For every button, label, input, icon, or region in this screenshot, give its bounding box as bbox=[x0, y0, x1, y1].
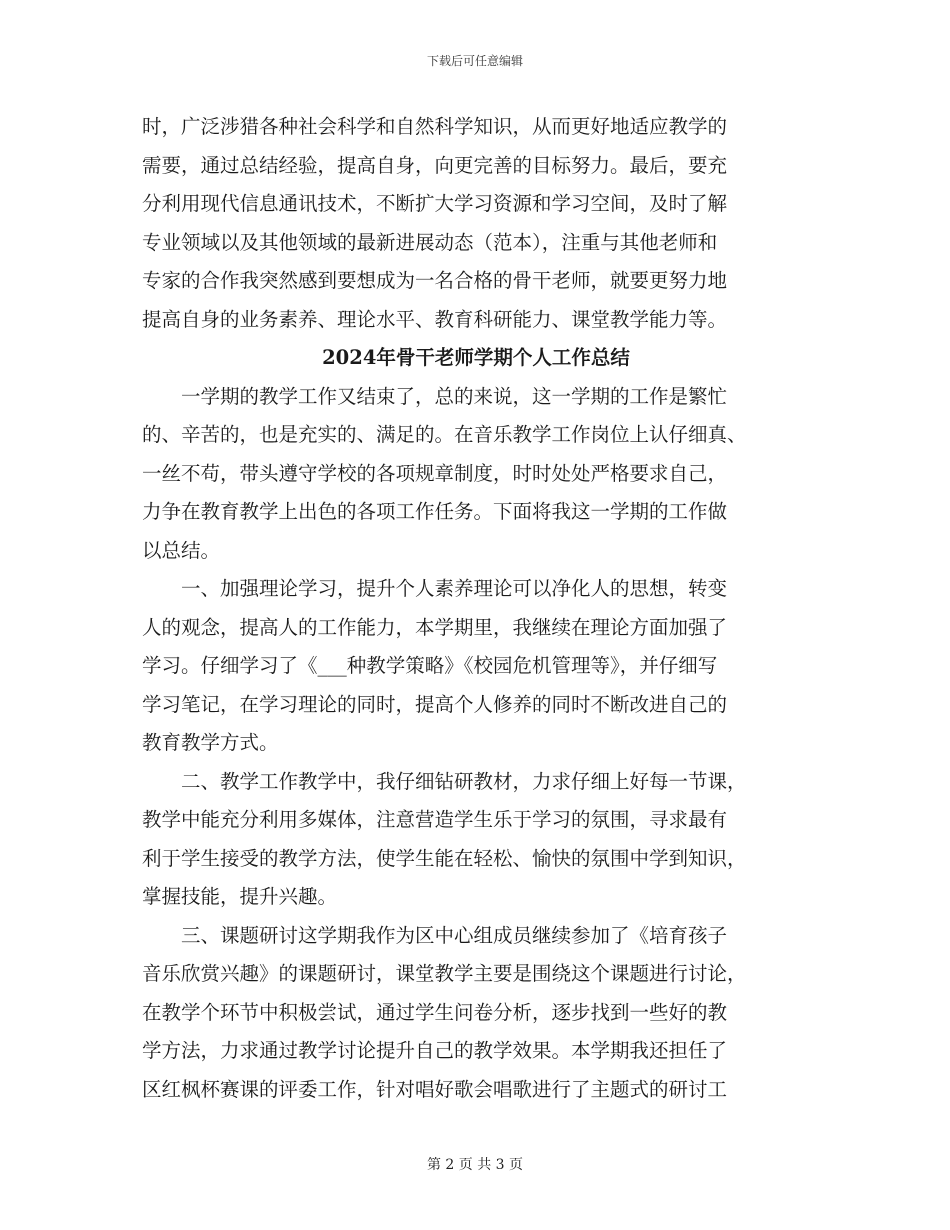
body-line: 学习笔记，在学习理论的同时，提高个人修养的同时不断改进自己的 bbox=[142, 692, 728, 716]
document-body bbox=[142, 108, 810, 1109]
body-line: 教学中能充分利用多媒体，注意营造学生乐于学习的氛围，寻求最有 bbox=[142, 808, 728, 831]
body-line: 专业领域以及其他领域的最新进展动态（范本），注重与其他老师和 bbox=[142, 230, 718, 254]
body-line: 一学期的教学工作又结束了，总的来说，这一学期的工作是繁忙 bbox=[142, 384, 728, 408]
body-line: 力争在教育教学上出色的各项工作任务。下面将我这一学期的工作做 bbox=[142, 500, 728, 523]
body-line: 人的观念，提高人的工作能力，本学期里，我继续在理论方面加强了 bbox=[142, 615, 728, 639]
body-line: 提高自身的业务素养、理论水平、教育科研能力、课堂教学能力等。 bbox=[142, 307, 728, 331]
body-line: 时，广泛涉猎各种社会科学和自然科学知识，从而更好地适应教学的 bbox=[142, 115, 728, 138]
body-line: 利于学生接受的教学方法，使学生能在轻松、愉快的氛围中学到知识， bbox=[142, 846, 747, 870]
body-line: 专家的合作我突然感到要想成为一名合格的骨干老师，就要更努力地 bbox=[142, 269, 728, 292]
body-line: 需要，通过总结经验，提高自身，向更完善的目标努力。最后，要充 bbox=[142, 153, 728, 177]
body-line: 教育教学方式。 bbox=[142, 731, 279, 754]
body-line: 的、辛苦的，也是充实的、满足的。在音乐教学工作岗位上认仔细真、 bbox=[142, 423, 747, 446]
body-line: 学习。仔细学习了《___种教学策略》《校园危机管理等》，并仔细写 bbox=[142, 654, 718, 677]
body-line: 音乐欣赏兴趣》的课题研讨，课堂教学主要是围绕这个课题进行讨论， bbox=[142, 962, 747, 985]
body-line: 区红枫杯赛课的评委工作，针对唱好歌会唱歌进行了主题式的研讨工 bbox=[142, 1077, 728, 1101]
page-header-note: 下载后可任意编辑 bbox=[426, 54, 523, 68]
body-line: 三、课题研讨这学期我作为区中心组成员继续参加了《培育孩子 bbox=[142, 923, 728, 947]
section-title: 2024年骨干老师学期个人工作总结 bbox=[322, 346, 630, 369]
body-line: 二、教学工作教学中，我仔细钻研教材，力求仔细上好每一节课， bbox=[142, 769, 747, 793]
body-line: 一、加强理论学习，提升个人素养理论可以净化人的思想，转变 bbox=[142, 577, 728, 600]
body-line: 分利用现代信息通讯技术，不断扩大学习资源和学习空间，及时了解 bbox=[142, 192, 728, 215]
body-line: 掌握技能，提升兴趣。 bbox=[142, 885, 338, 908]
body-line: 学方法，力求通过教学讨论提升自己的教学效果。本学期我还担任了 bbox=[142, 1039, 728, 1062]
body-line: 一丝不苟，带头遵守学校的各项规章制度，时时处处严格要求自己， bbox=[142, 461, 728, 485]
body-line: 以总结。 bbox=[142, 538, 221, 562]
page-number-footer: 第 2 页 共 3 页 bbox=[426, 1157, 524, 1173]
body-line: 在教学个环节中积极尝试，通过学生问卷分析，逐步找到一些好的教 bbox=[142, 1000, 728, 1024]
